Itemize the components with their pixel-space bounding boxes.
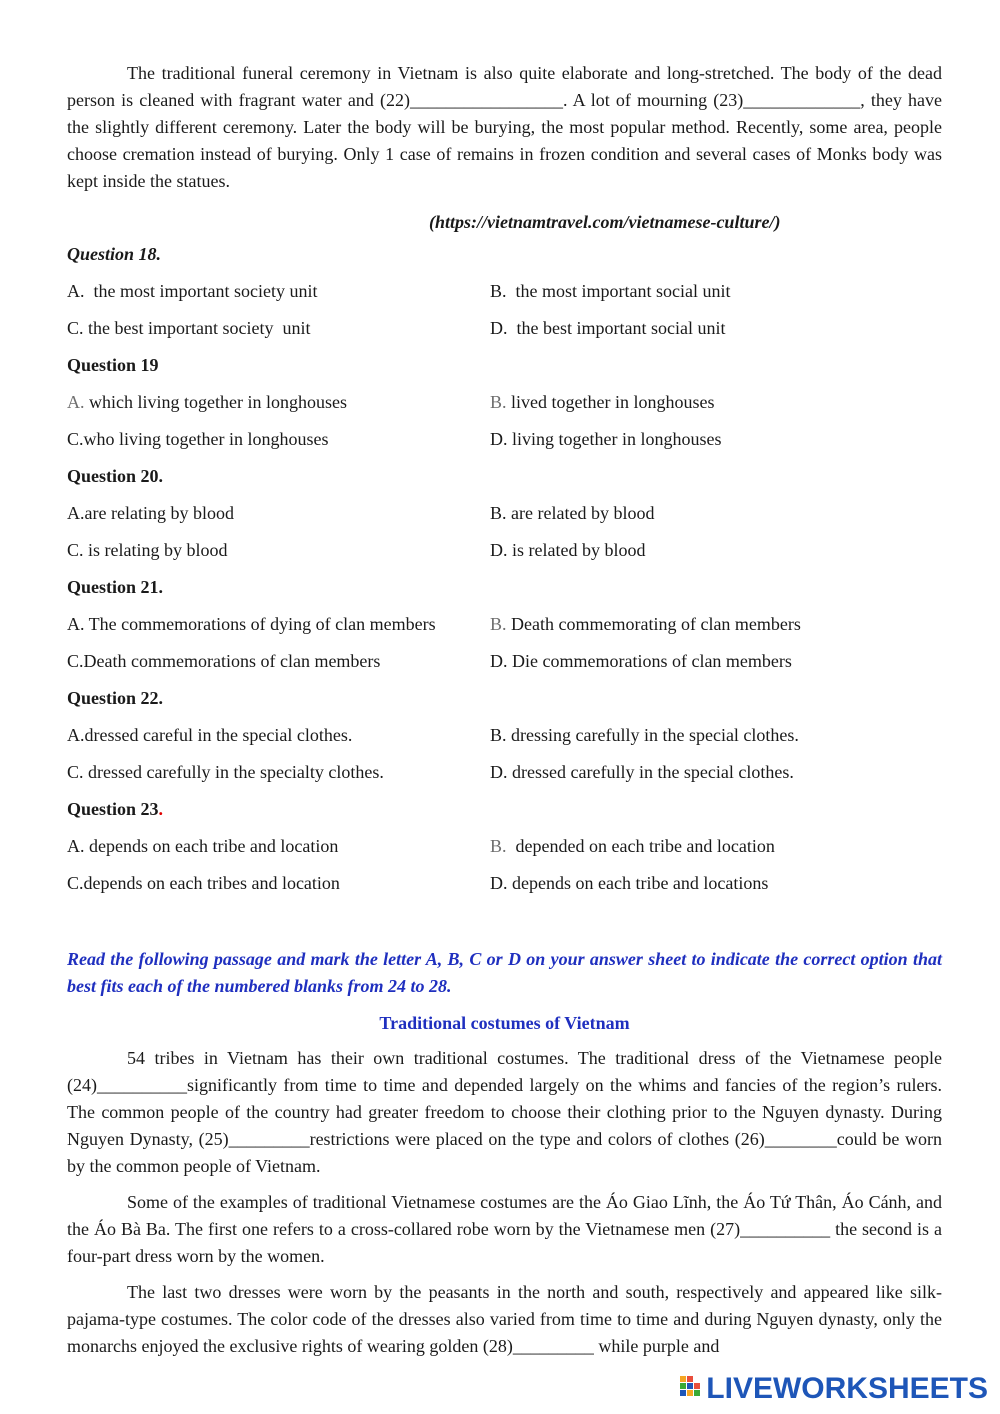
question-20-option-a[interactable] [67,495,490,532]
option-letter: B. [490,614,507,634]
option-text: are related by blood [506,503,655,523]
question-23-option-a[interactable] [67,828,490,865]
option-letter: B. [490,392,507,412]
option-letter: D. [490,762,508,782]
option-text: depends on each tribes and location [83,873,340,893]
option-letter: A. [67,614,85,634]
option-text: dressing carefully in the special clothes. [506,725,799,745]
question-19-option-d[interactable] [490,421,942,458]
question-21-option-b[interactable] [490,606,942,643]
option-letter: D. [490,429,508,449]
option-letter: C. [67,540,84,560]
question-18-options-row-1 [67,273,942,310]
question-22-option-a[interactable] [67,717,490,754]
option-text: depends on each tribe and location [84,836,339,856]
passage-title: Traditional costumes of Vietnam [379,1013,630,1033]
question-22-options-row-2 [67,754,942,791]
option-text: depends on each tribe and locations [507,873,769,893]
option-text: the most important social unit [506,281,731,301]
option-text: Death commemorations of clan members [83,651,381,671]
question-19-title: Question 19 [67,355,159,375]
option-letter: C. [67,762,84,782]
option-text: depended on each tribe and location [506,836,775,856]
question-23-options-row-1 [67,828,942,865]
question-19-option-c[interactable] [67,421,490,458]
question-20-option-b[interactable] [490,495,942,532]
question-23-options-row-2 [67,865,942,902]
question-18-options-row-2 [67,310,942,347]
option-text: lived together in longhouses [506,392,715,412]
question-22-title: Question 22. [67,688,164,708]
question-18-option-d[interactable] [490,310,942,347]
option-text: dressed carefully in the special clothes. [507,762,794,782]
question-20-option-d[interactable] [490,532,942,569]
passage-costumes-paragraph-2: Some of the examples of traditional Vietnamese costumes are the Áo Giao Lĩnh, the Áo Tứ Thân, Áo Cánh, and the Áo Bà Ba. The first one refers to a cross-collared robe worn by the Vietnamese men (27)__________ the second is a four-part dress worn by the women. [67,1192,942,1266]
option-text: Die commemorations of clan members [507,651,792,671]
option-text: dressed careful in the special clothes. [84,725,353,745]
question-18-option-c[interactable] [67,310,490,347]
question-19-option-a[interactable] [67,384,490,421]
question-18-title: Question 18. [67,244,162,264]
option-text: the best important social unit [507,318,726,338]
option-text: dressed carefully in the specialty clothes. [83,762,384,782]
source-citation: (https://vietnamtravel.com/vietnamese-culture/) [429,212,781,232]
question-22-option-c[interactable] [67,754,490,791]
question-18-option-b[interactable] [490,273,942,310]
option-letter: D. [490,651,508,671]
question-20-option-c[interactable] [67,532,490,569]
option-letter: A. [67,725,85,745]
option-letter: D. [490,540,508,560]
question-19-option-b[interactable] [490,384,942,421]
passage-funeral: The traditional funeral ceremony in Vietnam is also quite elaborate and long-stretched. The body of the dead person is cleaned with fragrant water and (22)_________________. A lot of mourning (23)_____________, they have the slightly different ceremony. Later the body will be burying, the most popular method. Recently, some area, people choose cremation instead of burying. Only 1 case of remains in frozen condition and several cases of Monks body was kept inside the statues. [67,63,942,191]
question-21-title: Question 21. [67,577,164,597]
option-letter: D. [490,873,508,893]
option-letter: A. [67,836,85,856]
liveworksheets-logo [680,1372,988,1406]
question-23-title [67,791,942,828]
question-19-options-row-1 [67,384,942,421]
liveworksheets-logo-text: LIVEWORKSHEETS [706,1372,988,1405]
question-21-option-a[interactable] [67,606,490,643]
option-letter: A. [67,281,85,301]
option-text: The commemorations of dying of clan members [84,614,436,634]
option-letter: A. [67,392,85,412]
option-letter: B. [490,503,507,523]
question-20-options-row-1 [67,495,942,532]
passage-costumes-paragraph-3: The last two dresses were worn by the peasants in the north and south, respectively and appeared like silk-pajama-type costumes. The color code of the dresses also varied from time to time and during Nguyen dynasty, only the monarchs enjoyed the exclusive rights of wearing golden (28)_________ while purple and [67,1282,942,1356]
option-text: which living together in longhouses [84,392,347,412]
question-23-option-b[interactable] [490,828,942,865]
option-letter: B. [490,836,507,856]
question-20-options-row-2 [67,532,942,569]
question-23-title-dot: . [158,799,164,819]
option-letter: B. [490,725,507,745]
question-18-option-a[interactable] [67,273,490,310]
question-22-options-row-1 [67,717,942,754]
option-letter: C. [67,873,84,893]
instruction-text: Read the following passage and mark the letter A, B, C or D on your answer sheet to indicate the correct option that best fits each of the numbered blanks from 24 to 28. [67,949,942,996]
question-21-options-row-2 [67,643,942,680]
option-letter: C. [67,429,84,449]
option-letter: C. [67,318,84,338]
option-text: the best important society unit [83,318,311,338]
option-letter: A. [67,503,85,523]
passage-costumes-paragraph-1: 54 tribes in Vietnam has their own traditional costumes. The traditional dress of the Vietnamese people (24)__________significantly from time to time and depended largely on the whims and fancies of the region’s rulers. The common people of the country had greater freedom to choose their clothing prior to the Nguyen dynasty. During Nguyen Dynasty, (25)_________restrictions were placed on the type and colors of clothes (26)________could be worn by the common people of Vietnam. [67,1048,942,1176]
question-19-options-row-2 [67,421,942,458]
question-21-option-d[interactable] [490,643,942,680]
liveworksheets-logo-icon [680,1376,702,1402]
option-letter: C. [67,651,84,671]
question-22-option-d[interactable] [490,754,942,791]
question-22-option-b[interactable] [490,717,942,754]
option-text: who living together in longhouses [83,429,329,449]
worksheet-page [67,60,942,1360]
question-20-title: Question 20. [67,466,164,486]
option-text: living together in longhouses [507,429,722,449]
option-text: Death commemorating of clan members [506,614,801,634]
option-text: is relating by blood [83,540,228,560]
question-21-options-row-1 [67,606,942,643]
question-23-option-c[interactable] [67,865,490,902]
option-letter: D. [490,318,508,338]
option-text: are relating by blood [84,503,234,523]
option-letter: B. [490,281,507,301]
question-23-option-d[interactable] [490,865,942,902]
option-text: the most important society unit [84,281,318,301]
question-21-option-c[interactable] [67,643,490,680]
question-23-title-text: Question 23 [67,799,159,819]
option-text: is related by blood [507,540,646,560]
